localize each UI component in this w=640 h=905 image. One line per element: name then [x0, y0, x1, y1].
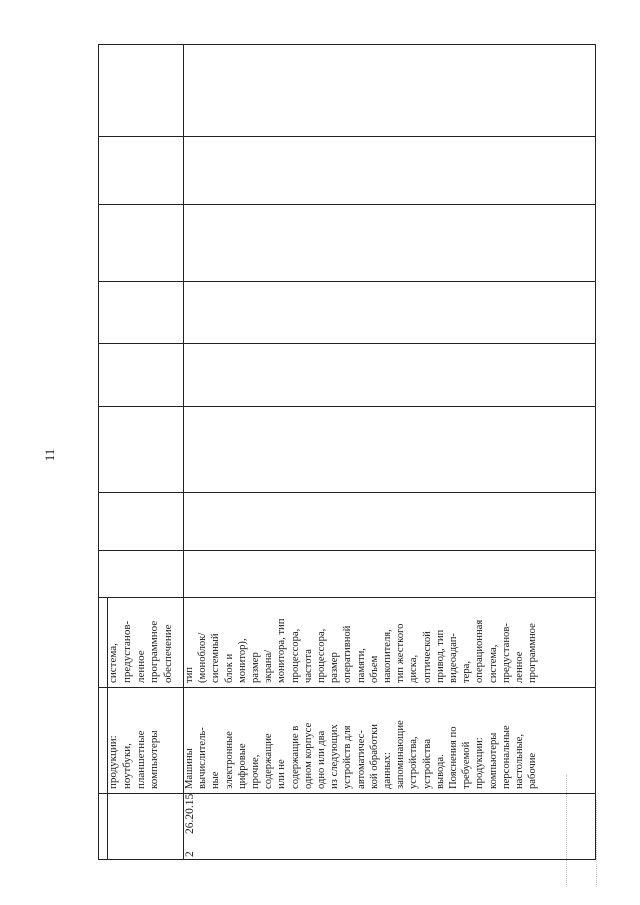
row-border [99, 136, 595, 137]
row-border [99, 343, 595, 344]
code-cell [183, 793, 597, 834]
prev-chars-text: система, предустанов- ленное программное обеспечение [107, 620, 175, 683]
row-number-cell [183, 834, 597, 861]
characteristics: тип (моноблок/ системный блок и монитор), размер экрана/ монитора, тип процессора, частота процессора, размер оперативной памяти, объем накопителя, тип жесткого диска, оптической привод, тип видеоадап- тера, операционная система, предустанов- ленное программное [184, 618, 539, 683]
prev-chars-cell [107, 597, 183, 687]
row-border [99, 281, 595, 282]
row-border [99, 406, 595, 407]
page-number: 11 [42, 448, 57, 462]
scan-artifact [566, 775, 567, 885]
row-border [99, 492, 595, 493]
scan-artifact [596, 800, 597, 885]
prev-name-cell [107, 687, 183, 793]
row-border [99, 550, 595, 551]
rotated-table [98, 44, 596, 860]
product-name: Машины вычислитель- ные электронные цифровые прочие, содержащие или не содержащие в одном корпусе одно или два из следующих устройств для автоматичес- кой обработки данных: запоминающие устройства, устройства вывода. Пояснения по требуемой продукции: компьютеры персональные настольные, рабочие [184, 720, 539, 789]
row-number: 2 [184, 851, 196, 857]
okpd-code: 26.20.15 [184, 793, 196, 834]
characteristics-cell [183, 597, 597, 687]
prev-name-text: продукции: ноутбуки, планшетные компьютеры [107, 730, 161, 789]
row-border [99, 204, 595, 205]
product-name-cell [183, 687, 597, 793]
